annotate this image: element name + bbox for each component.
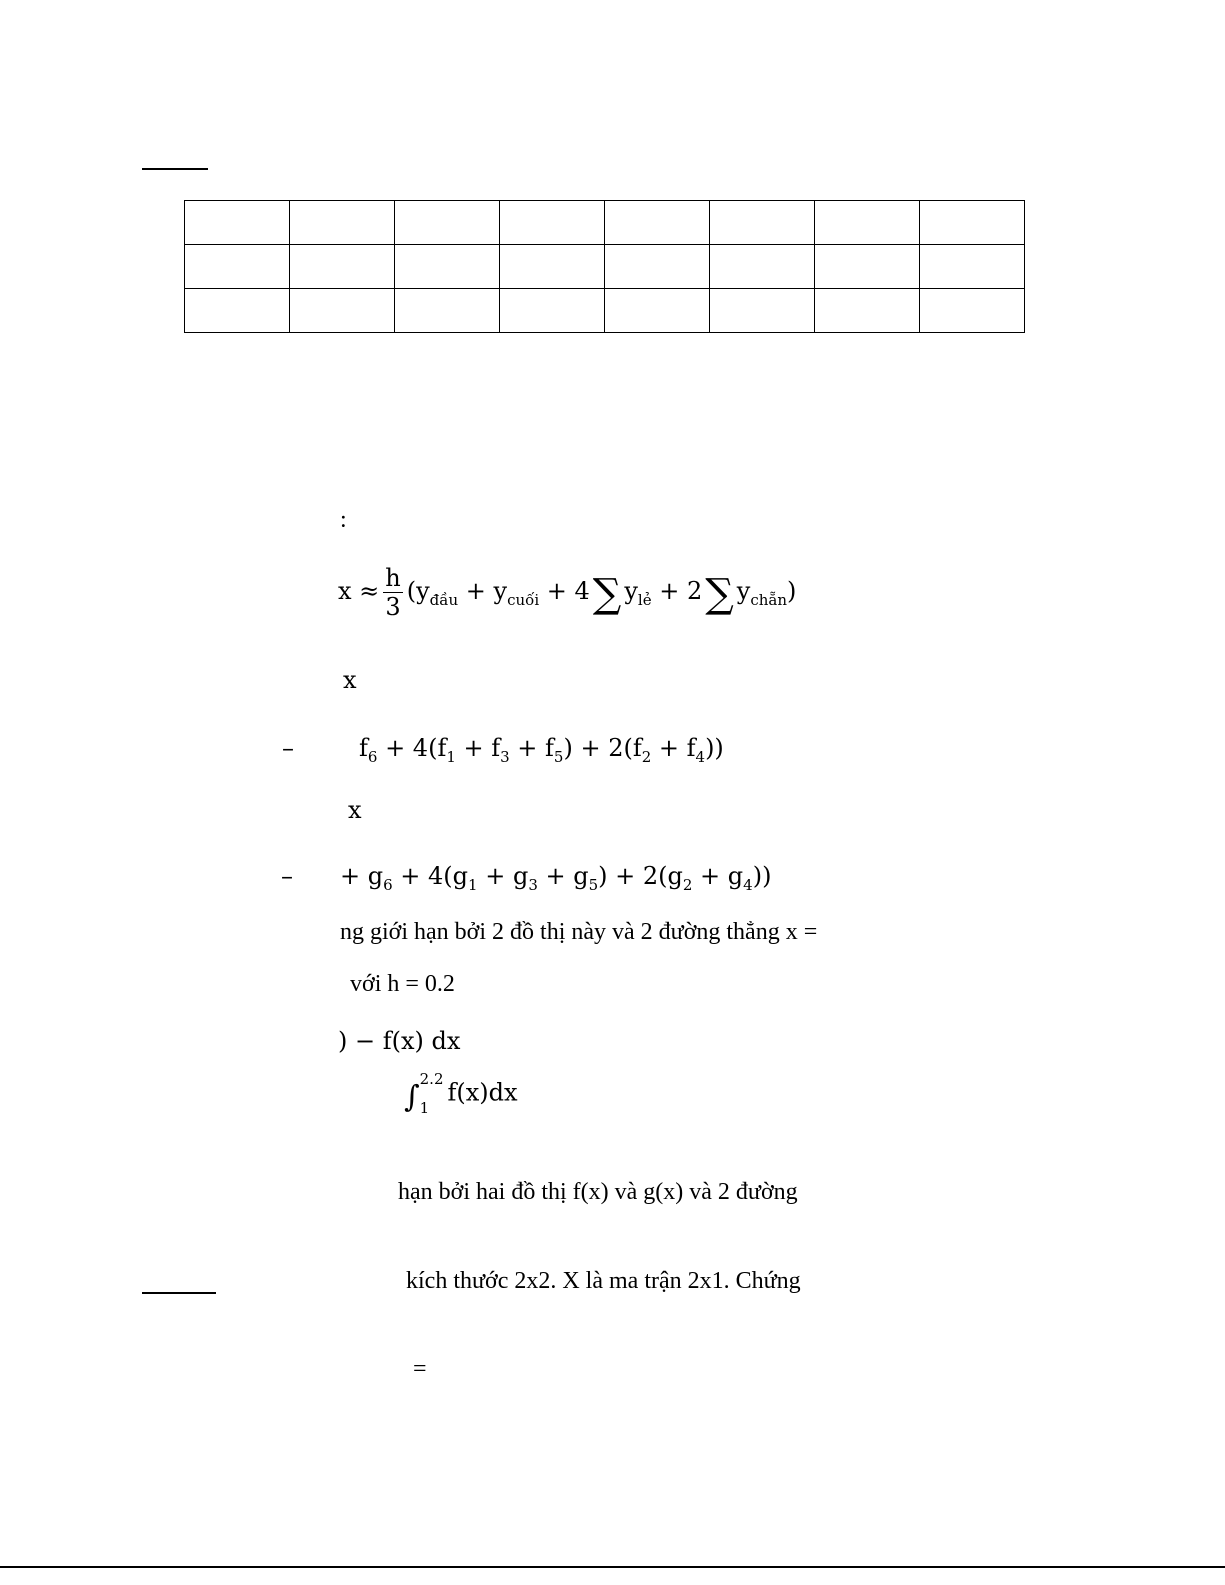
integral-sign-icon: ∫	[404, 1079, 420, 1115]
g-simpson-line: + $g_6 + 4(g_1 + g_3 + g_5) + 2(g_2 + g_4)$)	[340, 862, 772, 894]
sigma-icon: ∑	[592, 571, 622, 617]
area-bounded-text: ng giới hạn bởi 2 đồ thị này và 2 đường thẳng x =	[340, 919, 818, 945]
table-cell	[710, 201, 815, 245]
table-cell	[185, 245, 290, 289]
table-cell	[290, 245, 395, 289]
f-simpson-line: $f_6 + 4(f_1 + f_3 + f_5) + 2(f_2 + f_4)$)	[359, 734, 724, 766]
table-cell	[605, 289, 710, 333]
table-cell	[920, 201, 1025, 245]
section-underline-top	[142, 168, 208, 170]
difference-integrand: ) − f(x) dx	[338, 1027, 461, 1055]
table-row	[185, 201, 1025, 245]
equals-sign: =	[413, 1356, 427, 1382]
table-cell	[500, 289, 605, 333]
table-cell	[605, 201, 710, 245]
table-cell	[815, 245, 920, 289]
table-cell	[395, 289, 500, 333]
table-cell	[290, 289, 395, 333]
table-row	[185, 289, 1025, 333]
table-row	[185, 245, 1025, 289]
x-label-1: x	[343, 666, 357, 694]
dash-2: –	[281, 862, 293, 890]
table-cell	[500, 245, 605, 289]
table-cell	[185, 201, 290, 245]
table-cell	[815, 289, 920, 333]
table-cell	[920, 245, 1025, 289]
data-table	[184, 200, 1025, 333]
integral-expression: ∫ 2.2 1 f(x)dx	[404, 1070, 518, 1117]
table-cell	[710, 245, 815, 289]
table-cell	[815, 201, 920, 245]
table-cell	[920, 289, 1025, 333]
table-cell	[290, 201, 395, 245]
page-bottom-border	[0, 1566, 1225, 1568]
dash-1: –	[282, 734, 294, 762]
bounded-graphs-text: hạn bởi hai đồ thị f(x) và g(x) và 2 đường	[398, 1179, 798, 1205]
matrix-size-text: kích thước 2x2. X là ma trận 2x1. Chứng	[406, 1268, 801, 1294]
table-cell	[605, 245, 710, 289]
x-label-2: x	[348, 796, 362, 824]
colon-text: :	[340, 507, 347, 533]
simpson-formula: x ≈ $\frac{h}{3}$ ($y_{đầu} + y_{cuối} + 4\sum$ $y_{lẻ} + 2\sum$ $y_{chẵn}$)	[338, 564, 797, 621]
sigma-icon: ∑	[705, 571, 734, 617]
table-cell	[395, 245, 500, 289]
section-underline-bottom	[142, 1292, 216, 1294]
table-cell	[395, 201, 500, 245]
table-cell	[710, 289, 815, 333]
fraction-h-over-3: $\frac{h}{3}$	[385, 564, 401, 621]
table-cell	[500, 201, 605, 245]
table-cell	[185, 289, 290, 333]
step-size-text: với h = 0.2	[350, 971, 455, 997]
